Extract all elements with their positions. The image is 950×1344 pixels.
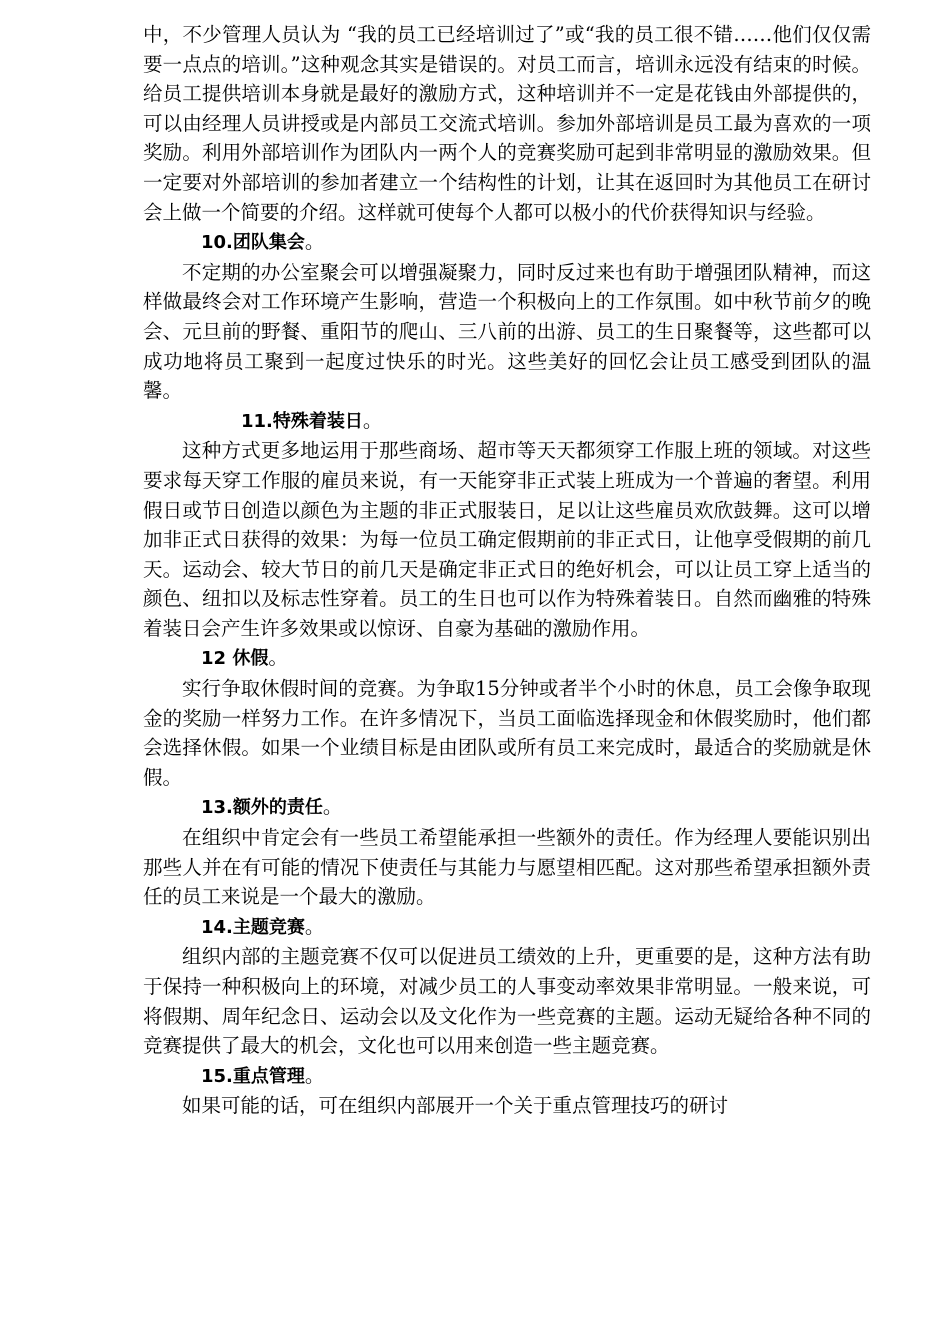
section-title: 额外的责任 — [232, 797, 323, 819]
section-number: 11. — [241, 410, 273, 432]
section-body-11: 这种方式更多地运用于那些商场、超市等天天都须穿工作服上班的领域。对这些要求每天穿工作服的雇员来说，有一天能穿非正式装上班成为一个普遍的奢望。利用假日或节日创造以颜色为主题的非正式服装日，足以让这些雇员欢欣鼓舞。这可以增加非正式日获得的效果：为每一位员工确定假期前的非正式日，让他享受假期的前几天。运动会、较大节日的前几天是确定非正式日的绝好机会，可以让员工穿上适当的颜色、纽扣以及标志性穿着。员工的生日也可以作为特殊着装日。自然而幽雅的特殊着装日会产生许多效果或以惊讶、自豪为基础的激励作用。 — [143, 439, 871, 640]
section-title: 主题竞赛 — [232, 916, 305, 938]
section-punct: 。 — [322, 795, 343, 819]
intro-paragraph: 中，不少管理人员认为 “我的员工已经培训过了”或“我的员工很不错……他们仅仅需要一点点的培训。”这种观念其实是错误的。对员工而言，培训永远没有结束的时候。给员工提供培训本身就是最好的激励方式，这种培训并不一定是花钱由外部提供的，可以由经理人员讲授或是内部员工交流式培训。参加外部培训是员工最为喜欢的一项奖励。利用外部培训作为团队内一两个人的竞赛奖励可起到非常明显的激励效果。但一定要对外部培训的参加者建立一个结构性的计划，让其在返回时为其他员工在研讨会上做一个简要的介绍。这样就可使每个人都可以极小的代价获得知识与经验。 — [143, 23, 871, 224]
section-title: 重点管理 — [232, 1065, 305, 1087]
document-page — [143, 20, 871, 1121]
section-punct: 。 — [268, 646, 288, 670]
section-heading-10 — [143, 227, 871, 258]
section-number: 14. — [201, 916, 233, 938]
section-heading-11 — [143, 406, 871, 437]
section-body-10: 不定期的办公室聚会可以增强凝聚力，同时反过来也有助于增强团队精神，而这样做最终会对工作环境产生影响，营造一个积极向上的工作氛围。如中秋节前夕的晚会、元旦前的野餐、重阳节的爬山、三八前的出游、员工的生日聚餐等，这些都可以成功地将员工聚到一起度过快乐的时光。这些美好的回忆会让员工感受到团队的温馨。 — [143, 260, 871, 403]
section-body-15: 如果可能的话，可在组织内部展开一个关于重点管理技巧的研讨 — [182, 1094, 729, 1118]
section-number: 10. — [201, 232, 233, 254]
section-punct: 。 — [304, 230, 325, 254]
section-punct: 。 — [304, 914, 325, 938]
section-punct: 。 — [304, 1063, 325, 1087]
section-number: 12 — [201, 648, 233, 670]
section-title: 特殊着装日 — [272, 410, 363, 432]
section-number: 15. — [201, 1065, 233, 1087]
section-heading-13 — [143, 792, 871, 823]
section-body-14: 组织内部的主题竞赛不仅可以促进员工绩效的上升，更重要的是，这种方法有助于保持一种积极向上的环境，对减少员工的人事变动率效果非常明显。一般来说，可将假期、周年纪念日、运动会以及文化作为一些竞赛的主题。运动无疑给各种不同的竞赛提供了最大的机会，文化也可以用来创造一些主题竞赛。 — [143, 945, 871, 1058]
section-heading-15 — [143, 1061, 871, 1092]
section-body-13: 在组织中肯定会有一些员工希望能承担一些额外的责任。作为经理人要能识别出那些人并在有可能的情况下使责任与其能力与愿望相匹配。这对那些希望承担额外责任的员工来说是一个最大的激励。 — [143, 826, 871, 909]
section-number: 13. — [201, 797, 233, 819]
section-heading-12 — [143, 643, 871, 674]
section-punct: 。 — [362, 408, 383, 432]
section-title: 团队集会 — [232, 232, 305, 254]
section-body-12: 实行争取休假时间的竞赛。为争取15分钟或者半个小时的休息，员工会像争取现金的奖励一样努力工作。在许多情况下，当员工面临选择现金和休假奖励时，他们都会选择休假。如果一个业绩目标是由团队或所有员工来完成时，最适合的奖励就是休假。 — [143, 677, 871, 789]
section-heading-14 — [143, 912, 871, 943]
section-title: 休假 — [232, 648, 269, 670]
